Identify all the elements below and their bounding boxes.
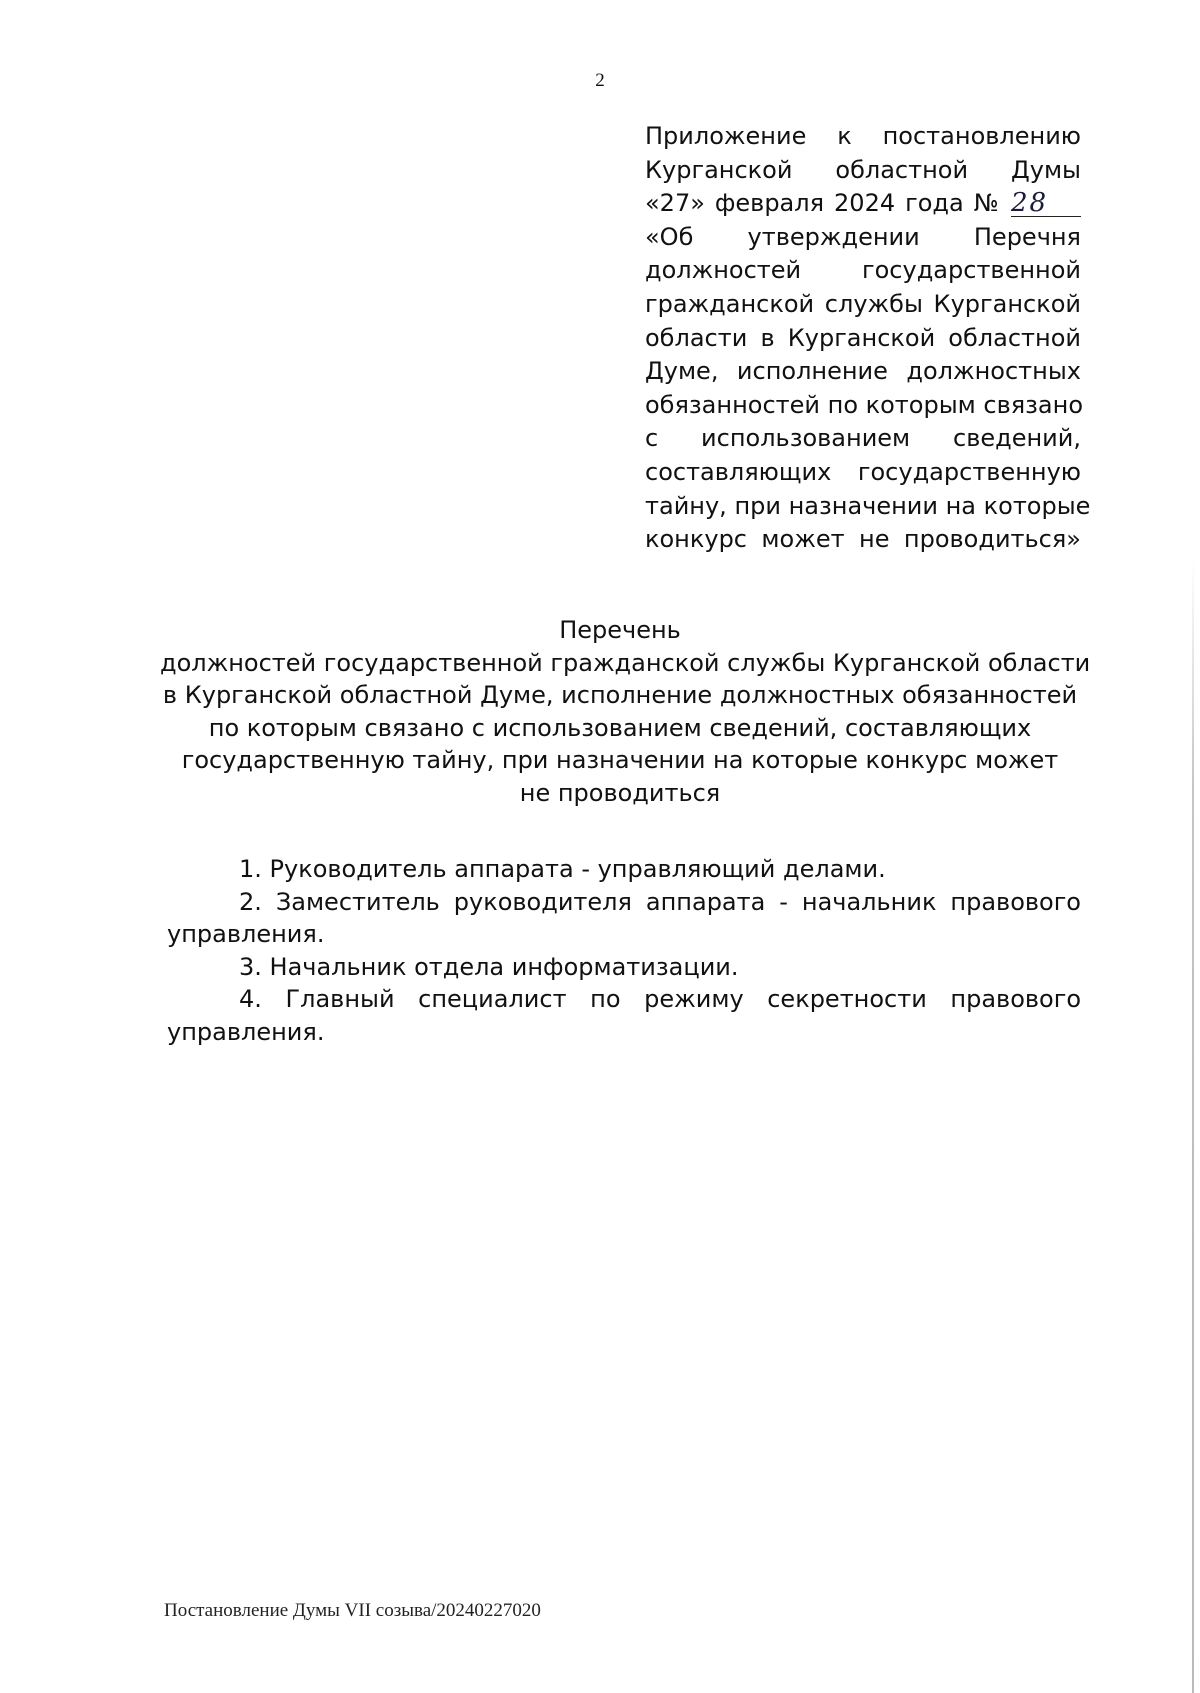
list-item: 3. Начальник отдела информатизации.: [239, 952, 739, 981]
document-footer: Постановление Думы VII созыва/20240227020: [164, 1600, 541, 1621]
title-heading: Перечень: [559, 616, 681, 644]
title-line: в Курганской областной Думе, исполнение должностных обязанностей: [162, 681, 1078, 709]
appendix-line: обязанностей по которым связано: [645, 390, 1084, 419]
list-item: 4. Главный специалист по режиму секретности правового управления.: [167, 985, 1081, 1046]
page-number: 2: [595, 70, 605, 91]
appendix-line: «Об утверждении Перечня: [645, 222, 1081, 251]
appendix-block: [645, 120, 1091, 557]
appendix-line: области в Курганской областной: [645, 323, 1081, 352]
scan-edge-artifact: [1192, 560, 1194, 1693]
title-line: должностей государственной гражданской службы Курганской области: [160, 648, 1091, 677]
title-line: не проводиться: [519, 778, 721, 807]
document-title: [160, 614, 1091, 809]
title-line: по которым связано с использованием сведений, составляющих: [208, 713, 1032, 742]
appendix-line: Приложение к постановлению: [645, 122, 1081, 150]
appendix-line: тайну, при назначении на которые: [645, 491, 1091, 520]
appendix-line: должностей государственной: [645, 256, 1081, 285]
appendix-line: Думе, исполнение должностных: [645, 357, 1081, 386]
positions-list: [167, 853, 1081, 1048]
appendix-line: гражданской службы Курганской: [645, 289, 1081, 318]
list-item: 2. Заместитель руководителя аппарата - начальник правового управления.: [167, 887, 1081, 948]
list-item: 1. Руководитель аппарата - управляющий делами.: [239, 855, 886, 883]
appendix-line: Курганской областной Думы: [645, 155, 1081, 184]
appendix-line: составляющих государственную: [645, 457, 1081, 486]
appendix-line: с использованием сведений,: [645, 424, 1081, 453]
appendix-line-date: [645, 187, 1081, 221]
handwritten-decree-number: 28: [1011, 190, 1081, 217]
appendix-line: конкурс может не проводиться»: [645, 525, 1081, 554]
title-line: государственную тайну, при назначении на которые конкурс может: [181, 746, 1059, 774]
appendix-date-text: «27» февраля 2024 года №: [645, 189, 1001, 218]
